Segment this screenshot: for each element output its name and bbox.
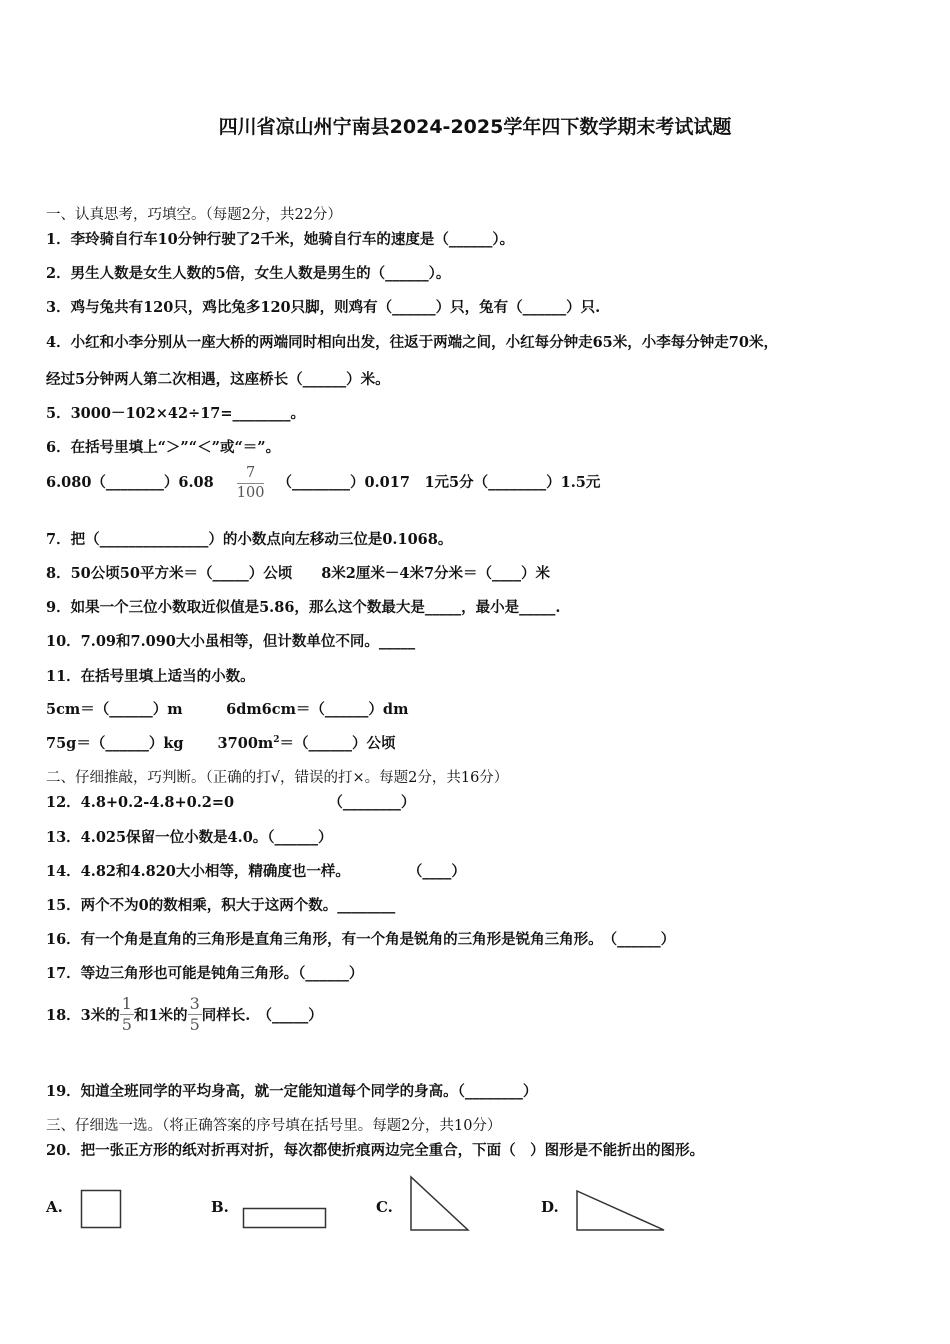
question-16: 16．有一个角是直角的三角形是直角三角形，有一个角是锐角的三角形是锐角三角形。 （______）: [46, 931, 676, 948]
question-18: [46, 996, 323, 1033]
question-7: 7．把（_______________）的小数点向左移动三位是0.1068。: [46, 531, 453, 548]
section-2-heading: 二、仔细推敲，巧判断。（正确的打√，错误的打×。每题2分，共16分）: [46, 770, 509, 786]
q11b-part-1: 75g＝（______）kg 3700m: [46, 735, 274, 752]
question-3: 3．鸡与兔共有120只，鸡比兔多120只脚，则鸡有（______）只，兔有（______）只.: [46, 299, 601, 316]
rectangle-shape: [242, 1207, 328, 1231]
question-6-row: [46, 466, 600, 500]
question-13: 13．4.025保留一位小数是4.0。（______）: [46, 829, 333, 846]
q18-part-1: 18．3米的: [46, 1007, 120, 1024]
isosceles-right-triangle-shape: [408, 1174, 472, 1234]
q11b-part-2: ＝（______）公顷: [279, 735, 396, 752]
option-b-label: B.: [211, 1198, 229, 1216]
q6-part-1: 6.080（________）6.08: [46, 474, 214, 491]
page-title: 四川省凉山州宁南县2024-2025学年四下数学期末考试试题: [218, 116, 732, 138]
question-19: 19．知道全班同学的平均身高，就一定能知道每个同学的身高。（________）: [46, 1083, 538, 1100]
fraction-7-100: [237, 466, 265, 500]
option-c-label: C.: [376, 1198, 393, 1216]
q18-part-2: 和1米的: [133, 1007, 188, 1024]
question-5: 5．3000－102×42÷17=________。: [46, 405, 306, 422]
question-11-row-1: 5cm＝（______）m 6dm6cm＝（______）dm: [46, 701, 409, 718]
question-2: 2．男生人数是女生人数的5倍，女生人数是男生的（______）。: [46, 265, 451, 282]
fraction-numerator: 7: [237, 466, 265, 484]
question-1: 1．李玲骑自行车10分钟行驶了2千米，她骑自行车的速度是（______）。: [46, 231, 515, 248]
q6-part-2: （________）0.017 1元5分（________）1.5元: [277, 474, 601, 491]
question-12: 12．4.8+0.2-4.8+0.2=0 （________）: [46, 794, 416, 811]
question-17: 17．等边三角形也可能是钝角三角形。（______）: [46, 965, 364, 982]
square-shape: [80, 1189, 124, 1231]
fraction-numerator: 1: [121, 994, 132, 1013]
fraction-denominator: 100: [236, 484, 265, 501]
fraction-3-5: [188, 996, 202, 1033]
question-20: 20．把一张正方形的纸对折再对折，每次都使折痕两边完全重合，下面（ ）图形是不能折出的图形。: [46, 1142, 705, 1159]
question-6: 6．在括号里填上“＞”“＜”或“＝”。: [46, 439, 281, 456]
question-4-line-2: 经过5分钟两人第二次相遇，这座桥长（______）米。: [46, 371, 390, 388]
q18-part-3: 同样长. （_____）: [201, 1007, 323, 1024]
question-4-line-1: 4．小红和小李分别从一座大桥的两端同时相向出发，往返于两端之间，小红每分钟走65米，小李每分钟走70米，: [46, 334, 778, 351]
question-11-row-2: [46, 732, 396, 753]
superscript-2: 2: [273, 735, 280, 746]
question-9: 9．如果一个三位小数取近似值是5.86，那么这个数最大是_____，最小是_____.: [46, 599, 561, 616]
fraction-1-5: [120, 996, 134, 1033]
right-triangle-shape: [574, 1188, 668, 1234]
section-1-heading: 一、认真思考，巧填空。（每题2分，共22分）: [46, 207, 342, 223]
fraction-denominator: 5: [121, 1015, 132, 1034]
question-15: 15．两个不为0的数相乘，积大于这两个数。________: [46, 897, 396, 914]
fraction-denominator: 5: [189, 1015, 200, 1034]
option-d-label: D.: [541, 1198, 559, 1216]
fraction-numerator: 3: [189, 994, 200, 1013]
question-14: 14．4.82和4.820大小相等，精确度也一样。 （____）: [46, 863, 466, 880]
question-10: 10．7.09和7.090大小虽相等，但计数单位不同。_____: [46, 633, 416, 650]
option-a-label: A.: [46, 1198, 63, 1216]
section-3-heading: 三、仔细选一选。（将正确答案的序号填在括号里。每题2分，共10分）: [46, 1118, 502, 1134]
question-11: 11．在括号里填上适当的小数。: [46, 668, 255, 685]
question-8: 8．50公顷50平方米＝（_____）公顷 8米2厘米－4米7分米＝（____）米: [46, 565, 551, 582]
